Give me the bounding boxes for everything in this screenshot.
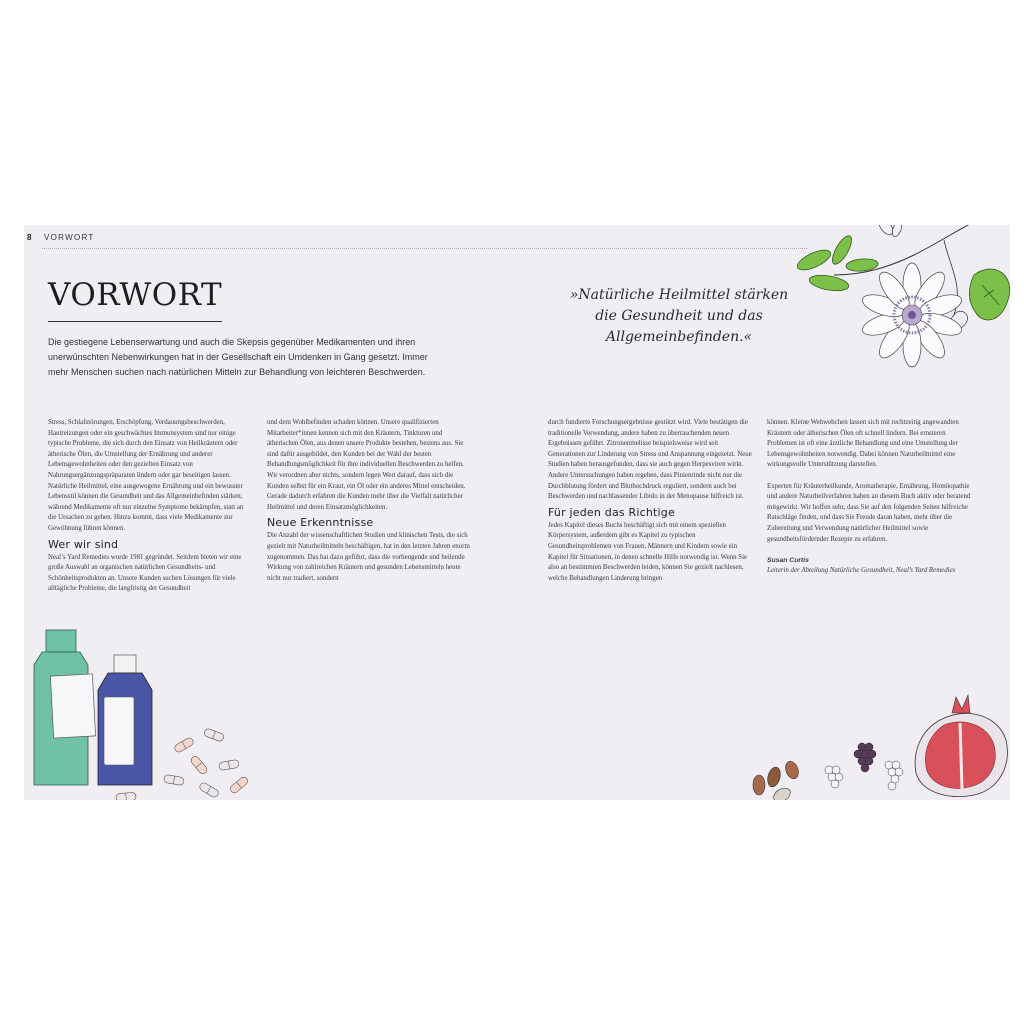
passion-flower-illustration xyxy=(794,225,1010,385)
page-title: VORWORT xyxy=(48,277,223,313)
blackberry xyxy=(854,743,876,772)
text-column-2 xyxy=(267,418,472,584)
title-underline xyxy=(48,321,222,322)
paragraph: durch fundierte Forschungsergebnisse gestützt wird. Viele bestätigen die traditionelle Verwendung, andere haben zu überraschenden neuen Ergebnissen geführt. Zitronenmelisse beispielsweise wird seit Generationen zur Linderung von Stress und Anspannung eingesetzt. Neue Studien haben herausgefunden, dass sie auch gegen Herpesviren wirkt. Andere Untersuchungen haben ergeben, dass Pinienrinde nicht nur die Durchblutung fördert und Bluthochdruck reguliert, sondern auch bei Beschwerden und nachlassender Libido in der Menopause hilfreich ist. xyxy=(548,419,752,501)
fruit-illustration xyxy=(744,685,1010,800)
paragraph: Experten für Kräuterheilkunde, Aromatherapie, Ernährung, Homöopathie und andere Naturheilverfahren haben an diesem Buch aktiv oder beratend mitgewirkt. Wir hoffen sehr, dass Sie auf den folgenden Seiten hilfreiche Ratschläge finden, und dass Sie Freude daran haben, mehr über die Zubereitung und Verwendung natürlicher Heilmittel sowie gesundheitsfördernder Rezepte zu erfahren. xyxy=(767,482,971,543)
leaf-left xyxy=(795,233,879,293)
signature-role: Leiterin der Abteilung Natürliche Gesundheit, Neal’s Yard Remedies xyxy=(767,567,956,575)
flower xyxy=(860,263,964,367)
section-heading-wer-wir-sind: Wer wir sind xyxy=(48,537,119,551)
paragraph: Neal’s Yard Remedies wurde 1981 gegründet. Seitdem bieten wir eine große Auswahl an organischen natürlichen Gesundheits- und Schönheitsprodukten an. Unsere Kunden suchen Lösungen für viele alltägliche Probleme, die langfristig der Gesundheit xyxy=(48,553,242,593)
leaf-right xyxy=(969,269,1009,320)
bud xyxy=(876,225,903,238)
page-number: 8 xyxy=(27,233,32,242)
running-head: VORWORT xyxy=(44,233,95,242)
text-column-3 xyxy=(548,418,753,584)
green-bottle xyxy=(34,630,96,785)
text-column-1 xyxy=(48,418,253,595)
signature-name: Susan Curtis xyxy=(767,556,809,564)
paragraph: Jedes Kapitel dieses Buchs beschäftigt sich mit einem speziellen Körpersystem, außerdem gibt es Kapitel zu typischen Gesundheitsproblemen von Frauen, Männern und Kindern sowie ein Kapitel für Situationen, in denen schnelle Hilfe notwendig ist. Wenn Sie also an bestimmten Beschwerden leiden, können Sie gezielt nachlesen, welche Behandlungen Linderung bringen xyxy=(548,521,748,582)
paragraph: Die Anzahl der wissenschaftlichen Studien und klinischen Tests, die sich gezielt mit Naturheilmitteln beschäftigen, hat in den letzten Jahren enorm zugenommen. Das hat dazu geführt, dass die vorbeugende und heilende Wirkung von zahlreichen Kräutern und gesunden Lebensmitteln heute nicht nur tradiert, sondern xyxy=(267,532,470,582)
section-heading-neue-erkenntnisse: Neue Erkenntnisse xyxy=(267,516,374,530)
section-heading-fuer-jeden: Für jeden das Richtige xyxy=(548,505,675,519)
text-column-4 xyxy=(767,418,972,577)
header-divider xyxy=(42,248,807,249)
nuts xyxy=(753,759,801,800)
paragraph: können. Kleine Wehwehchen lassen sich mit rechtzeitig angewandten Kräutern oder ätherischen Ölen oft schnell lindern. Bei ernsteren Problemen ist oft eine ärztliche Behandlung und eine Umstellung der Lebensgewohnheiten notwendig. Dabei können Naturheilmittel eine wirkungsvolle Unterstützung darstellen. xyxy=(767,419,959,469)
blue-bottle xyxy=(98,655,152,785)
paragraph: Stress, Schlafstörungen, Erschöpfung, Verdauungsbeschwerden, Hautreizungen oder ein geschwächtes Immunsystem sind nur einige typische Probleme, die sich durch den Einsatz von Heilkräutern oder ätherische Ölen, die Umstellung der Ernährung und anderer Lebensgewohnheiten oder den gezielten Einsatz von Nahrungsergänzungspräparaten lindern oder gar beseitigen lassen. Natürliche Heilmittel, eine ausgewogene Ernährung und ein bewusster Lebensstil können die Gesundheit und das Allgemeinbefinden stärken, während Medikamente oft nur einzelne Symptome bekämpfen, statt an die Ursachen zu gehen. Hinzu kommt, dass viele Medikamente zur Gewöhnung führen können. xyxy=(48,419,244,532)
medicine-bottles-illustration xyxy=(24,625,274,800)
paragraph: und dem Wohlbefinden schaden können. Unsere qualifizierten Mitarbeiter*innen kennen sich mit den Kräutern, Tinkturen und ätherischen Ölen, aus denen unsere Produkte bestehen, bestens aus. Sie sind dafür ausgebildet, den Kunden bei der Wahl der besten Behandlungsmöglichkeit für ihre individuellen Beschwerden zu helfen. Wir verordnen aber nichts, sondern legen Wert darauf, dass sich die Kunden selbst für ein Kraut, ein Öl oder ein anderes Mittel entscheiden. Gerade dadurch erfahren die Kunden mehr über die Vielfalt natürlicher Heilmittel und deren Einsatzmöglichkeiten. xyxy=(267,419,466,511)
pull-quote: »Natürliche Heilmittel stärken die Gesundheit und das Allgemeinbefinden.« xyxy=(569,287,789,345)
book-spread xyxy=(24,225,1010,800)
pomegranate xyxy=(915,695,1007,797)
intro-paragraph: Die gestiegene Lebenserwartung und auch die Skepsis gegenüber Medikamenten und ihren unerwünschten Nebenwirkungen hat in der Gesellschaft ein Umdenken in Gang gesetzt. Immer mehr Menschen suchen nach natürlichen Mitteln zur Behandlung von leichteren Beschwerden. xyxy=(48,337,428,377)
